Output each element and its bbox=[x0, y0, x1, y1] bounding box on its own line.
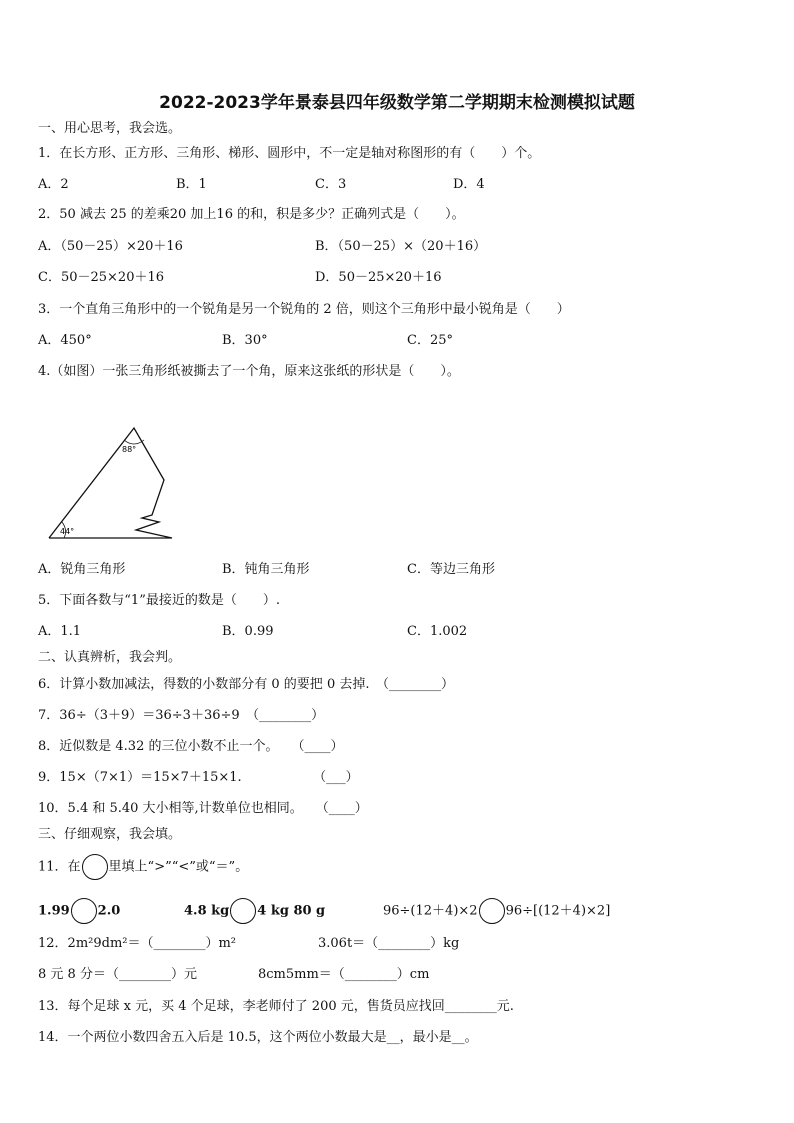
question-3-stem: 3．一个直角三角形中的一个锐角是另一个锐角的 2 倍，则这个三角形中最小锐角是（ ） bbox=[38, 302, 570, 317]
question-8: 8．近似数是 4.32 的三位小数不止一个。 （____） bbox=[38, 739, 344, 754]
question-5-option-b: B．0.99 bbox=[222, 624, 274, 639]
question-6: 6．计算小数加减法，得数的小数部分有 0 的要把 0 去掉. （________） bbox=[38, 677, 454, 692]
compare-2-left: 4.8 kg bbox=[184, 903, 230, 919]
question-1-option-c: C．3 bbox=[315, 177, 347, 192]
question-7: 7．36÷（3＋9）＝36÷3＋36÷9 （________） bbox=[38, 708, 325, 723]
torn-triangle-outline bbox=[49, 428, 172, 538]
question-1-option-d: D．4 bbox=[453, 177, 485, 192]
compare-1-left: 1.99 bbox=[38, 903, 70, 919]
question-2-stem: 2．50 减去 25 的差乘20 加上16 的和，积是多少？正确列式是（ ）。 bbox=[38, 207, 465, 222]
question-12-part-b: 3.06t＝（________）kg bbox=[318, 936, 460, 951]
question-11-stem-post: 里填上“>”“<”或“＝”。 bbox=[108, 859, 249, 875]
question-14: 14．一个两位小数四舍五入后是 10.5，这个两位小数最大是__，最小是__。 bbox=[38, 1030, 478, 1045]
question-9: 9．15×（7×1）＝15×7＋15×1. （___） bbox=[38, 770, 359, 785]
comparison-circle-icon bbox=[82, 854, 108, 880]
section-heading-judge: 二、认真辨析，我会判。 bbox=[38, 650, 182, 665]
question-12-part-a: 12．2m²9dm²＝（________）m² bbox=[38, 936, 237, 951]
question-10: 10．5.4 和 5.40 大小相等,计数单位也相同。 （____） bbox=[38, 801, 368, 816]
compare-2-right: 4 kg 80 g bbox=[257, 903, 326, 919]
question-4-stem: 4.（如图）一张三角形纸被撕去了一个角，原来这张纸的形状是（ ）。 bbox=[38, 364, 460, 379]
question-4-option-c: C．等边三角形 bbox=[407, 562, 495, 577]
question-2-option-c: C．50－25×20＋16 bbox=[38, 270, 165, 285]
compare-1-right: 2.0 bbox=[97, 903, 121, 919]
question-1-option-a: A．2 bbox=[38, 177, 69, 192]
question-11-stem bbox=[38, 854, 248, 880]
question-2-option-d: D．50－25×20＋16 bbox=[315, 270, 442, 285]
question-4-option-a: A．锐角三角形 bbox=[38, 562, 126, 577]
compare-pair-3 bbox=[383, 898, 610, 924]
compare-1-circle-icon[interactable] bbox=[71, 898, 97, 924]
page-title: 2022-2023学年景泰县四年级数学第二学期期末检测模拟试题 bbox=[159, 93, 635, 113]
compare-2-circle-icon[interactable] bbox=[230, 898, 256, 924]
question-5-stem: 5．下面各数与“1”最接近的数是（ ）. bbox=[38, 593, 280, 608]
question-1-stem: 1．在长方形、正方形、三角形、梯形、圆形中，不一定是轴对称图形的有（ ）个。 bbox=[38, 146, 541, 161]
question-2-option-b: B．（50－25）×（20＋16） bbox=[315, 239, 487, 254]
top-angle-label: 88° bbox=[122, 445, 137, 454]
question-11-stem-pre: 11．在 bbox=[38, 859, 81, 875]
compare-3-circle-icon[interactable] bbox=[479, 898, 505, 924]
question-5-option-a: A．1.1 bbox=[38, 624, 82, 639]
torn-triangle-figure bbox=[34, 420, 184, 545]
question-5-option-c: C．1.002 bbox=[407, 624, 468, 639]
section-heading-choice: 一、用心思考，我会选。 bbox=[38, 121, 182, 136]
question-1-option-b: B．1 bbox=[176, 177, 207, 192]
compare-3-left: 96÷(12＋4)×2 bbox=[383, 903, 478, 919]
question-4-option-b: B．钝角三角形 bbox=[222, 562, 310, 577]
question-3-option-b: B．30° bbox=[222, 333, 268, 348]
question-3-option-a: A．450° bbox=[38, 333, 92, 348]
compare-3-right: 96÷[(12＋4)×2] bbox=[505, 903, 611, 919]
compare-pair-1 bbox=[38, 898, 120, 924]
question-3-option-c: C．25° bbox=[407, 333, 453, 348]
question-13: 13．每个足球 x 元，买 4 个足球，李老师付了 200 元，售货员应找回________元. bbox=[38, 999, 514, 1014]
question-2-option-a: A．（50－25）×20＋16 bbox=[38, 239, 183, 254]
section-heading-fill: 三、仔细观察，我会填。 bbox=[38, 827, 182, 842]
compare-pair-2 bbox=[184, 898, 325, 924]
question-12-part-d: 8cm5mm＝（________）cm bbox=[258, 967, 430, 982]
left-angle-label: 44° bbox=[60, 527, 75, 536]
question-12-part-c: 8 元 8 分＝（________）元 bbox=[38, 967, 197, 982]
